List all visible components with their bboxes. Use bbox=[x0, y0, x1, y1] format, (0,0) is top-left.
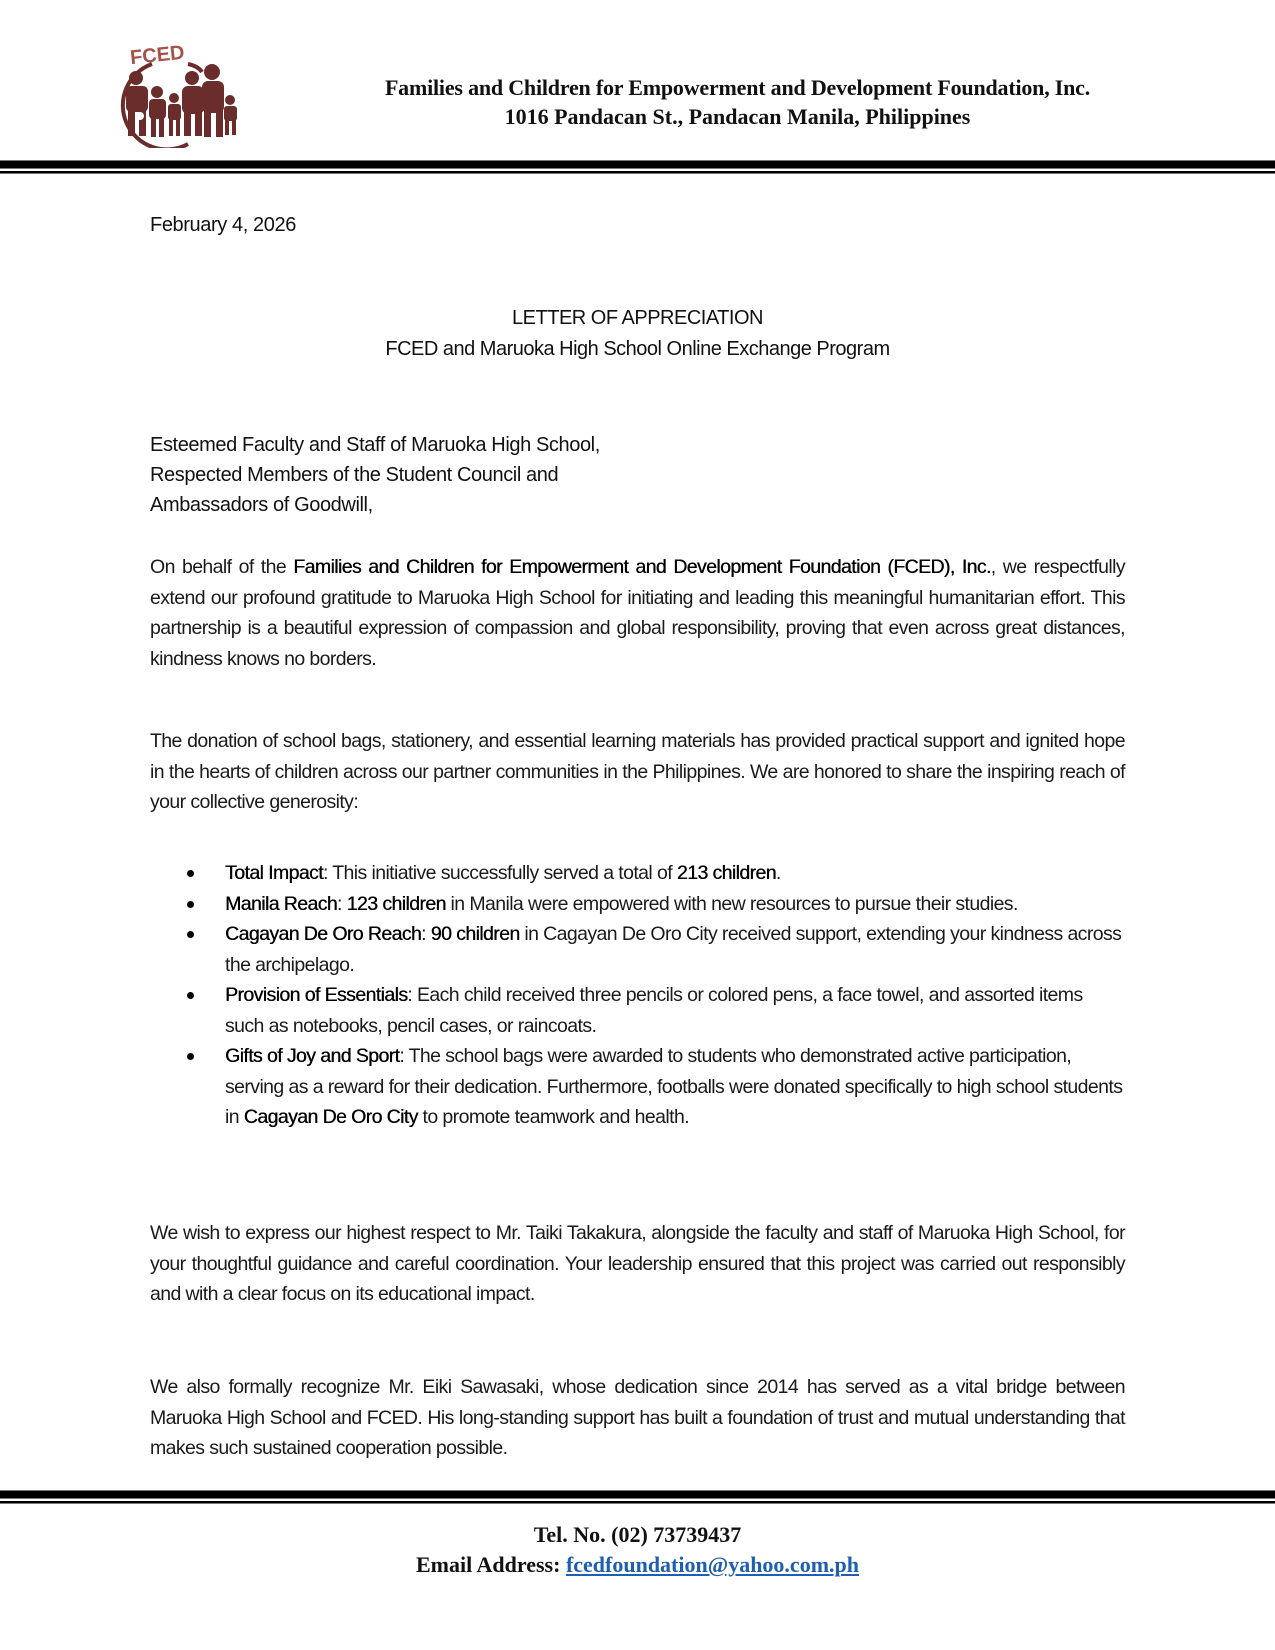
organization-full-name: Families and Children for Empowerment and Development Foundation (FCED), Inc. bbox=[293, 556, 991, 578]
item-label: Manila Reach bbox=[225, 892, 338, 915]
svg-text:FCED: FCED bbox=[129, 41, 186, 70]
organization-address: 1016 Pandacan St., Pandacan Manila, Philippines bbox=[504, 104, 971, 129]
footer-divider bbox=[0, 1490, 1275, 1504]
text-run: to promote teamwork and health. bbox=[417, 1106, 690, 1128]
highlight: 90 children bbox=[430, 923, 520, 945]
item-label: Cagayan De Oro Reach bbox=[225, 923, 422, 945]
bullet-icon bbox=[187, 870, 194, 877]
item-label: Provision of Essentials bbox=[225, 984, 408, 1006]
paragraph-gratitude bbox=[150, 552, 1125, 674]
list-item bbox=[150, 858, 1125, 889]
salutation-line: Respected Members of the Student Council and bbox=[150, 464, 559, 486]
text-run: in Cagayan De Oro City received support, extending your kindness across the archipelago. bbox=[225, 923, 1122, 976]
organization-name: Families and Children for Empowerment and Development Foundation, Inc. bbox=[384, 75, 1091, 100]
text-run: On behalf of the bbox=[150, 556, 294, 578]
letter-title-block bbox=[0, 303, 1275, 365]
highlight: 213 children bbox=[676, 862, 776, 884]
letterhead bbox=[0, 0, 1275, 160]
paragraph-recognition: We also formally recognize Mr. Eiki Sawasaki, whose dedication since 2014 has served as a vital bridge between Maruoka High School and FCED. His long-standing support has built a foundation of trust and mutual understanding that makes such sustained cooperation possible. bbox=[150, 1376, 1125, 1459]
highlight: Cagayan De Oro City bbox=[243, 1106, 418, 1128]
paragraph-respect: We wish to express our highest respect to Mr. Taiki Takakura, alongside the faculty and staff of Maruoka High School, for your thoughtful guidance and careful coordination. Your leadership ensured that this project was carried out responsibly and with a clear focus on its educational impact. bbox=[150, 1222, 1125, 1305]
letter-subtitle: FCED and Maruoka High School Online Exchange Program bbox=[385, 338, 890, 360]
impact-list bbox=[150, 858, 1125, 1133]
item-label: Gifts of Joy and Sport bbox=[225, 1045, 400, 1067]
salutation bbox=[150, 430, 600, 520]
text-run: : bbox=[421, 923, 431, 945]
text-run: : The school bags were awarded to students who demonstrated active participation, serving as a reward for their dedication. Furthermore, footballs were donated specifically to high school students in bbox=[225, 1045, 1123, 1128]
letter-date: February 4, 2026 bbox=[150, 214, 296, 236]
text-run: : This initiative successfully served a total of bbox=[322, 862, 677, 884]
letter-title: LETTER OF APPRECIATION bbox=[512, 307, 763, 329]
bullet-icon bbox=[187, 901, 194, 908]
email-link[interactable]: fcedfoundation@yahoo.com.ph bbox=[565, 1552, 859, 1577]
bullet-icon bbox=[187, 992, 194, 999]
text-run: , we respectfully extend our profound gratitude to Maruoka High School for initiating and leading this meaningful humanitarian effort. This partnership is a beautiful expression of compassion and global responsibility, proving that even across great distances, kindness knows no borders. bbox=[150, 556, 1126, 670]
list-item bbox=[150, 919, 1125, 980]
list-item bbox=[150, 1041, 1125, 1133]
footer-email bbox=[0, 1552, 1275, 1578]
salutation-line: Ambassadors of Goodwill, bbox=[150, 494, 373, 516]
text-run: in Manila were empowered with new resources to pursue their studies. bbox=[445, 892, 1018, 915]
paragraph-donation: The donation of school bags, stationery, and essential learning materials has provided practical support and ignited hope in the hearts of children across our partner communities in the Philippines. We are honored to share the inspiring reach of your collective generosity: bbox=[150, 730, 1125, 813]
highlight: 123 children bbox=[346, 892, 446, 915]
bullet-icon bbox=[187, 931, 194, 938]
email-label: Email Address: bbox=[415, 1552, 566, 1577]
header-divider bbox=[0, 160, 1275, 174]
footer-telephone: Tel. No. (02) 73739437 bbox=[533, 1522, 742, 1547]
text-run: : bbox=[337, 892, 347, 915]
text-run: . bbox=[775, 862, 781, 884]
item-label: Total Impact bbox=[225, 862, 323, 884]
list-item bbox=[150, 980, 1125, 1041]
salutation-line: Esteemed Faculty and Staff of Maruoka High School, bbox=[150, 434, 600, 456]
list-item bbox=[150, 889, 1125, 920]
text-run: : Each child received three pencils or colored pens, a face towel, and assorted items such as notebooks, pencil cases, or raincoats. bbox=[225, 984, 1083, 1037]
bullet-icon bbox=[187, 1053, 194, 1060]
